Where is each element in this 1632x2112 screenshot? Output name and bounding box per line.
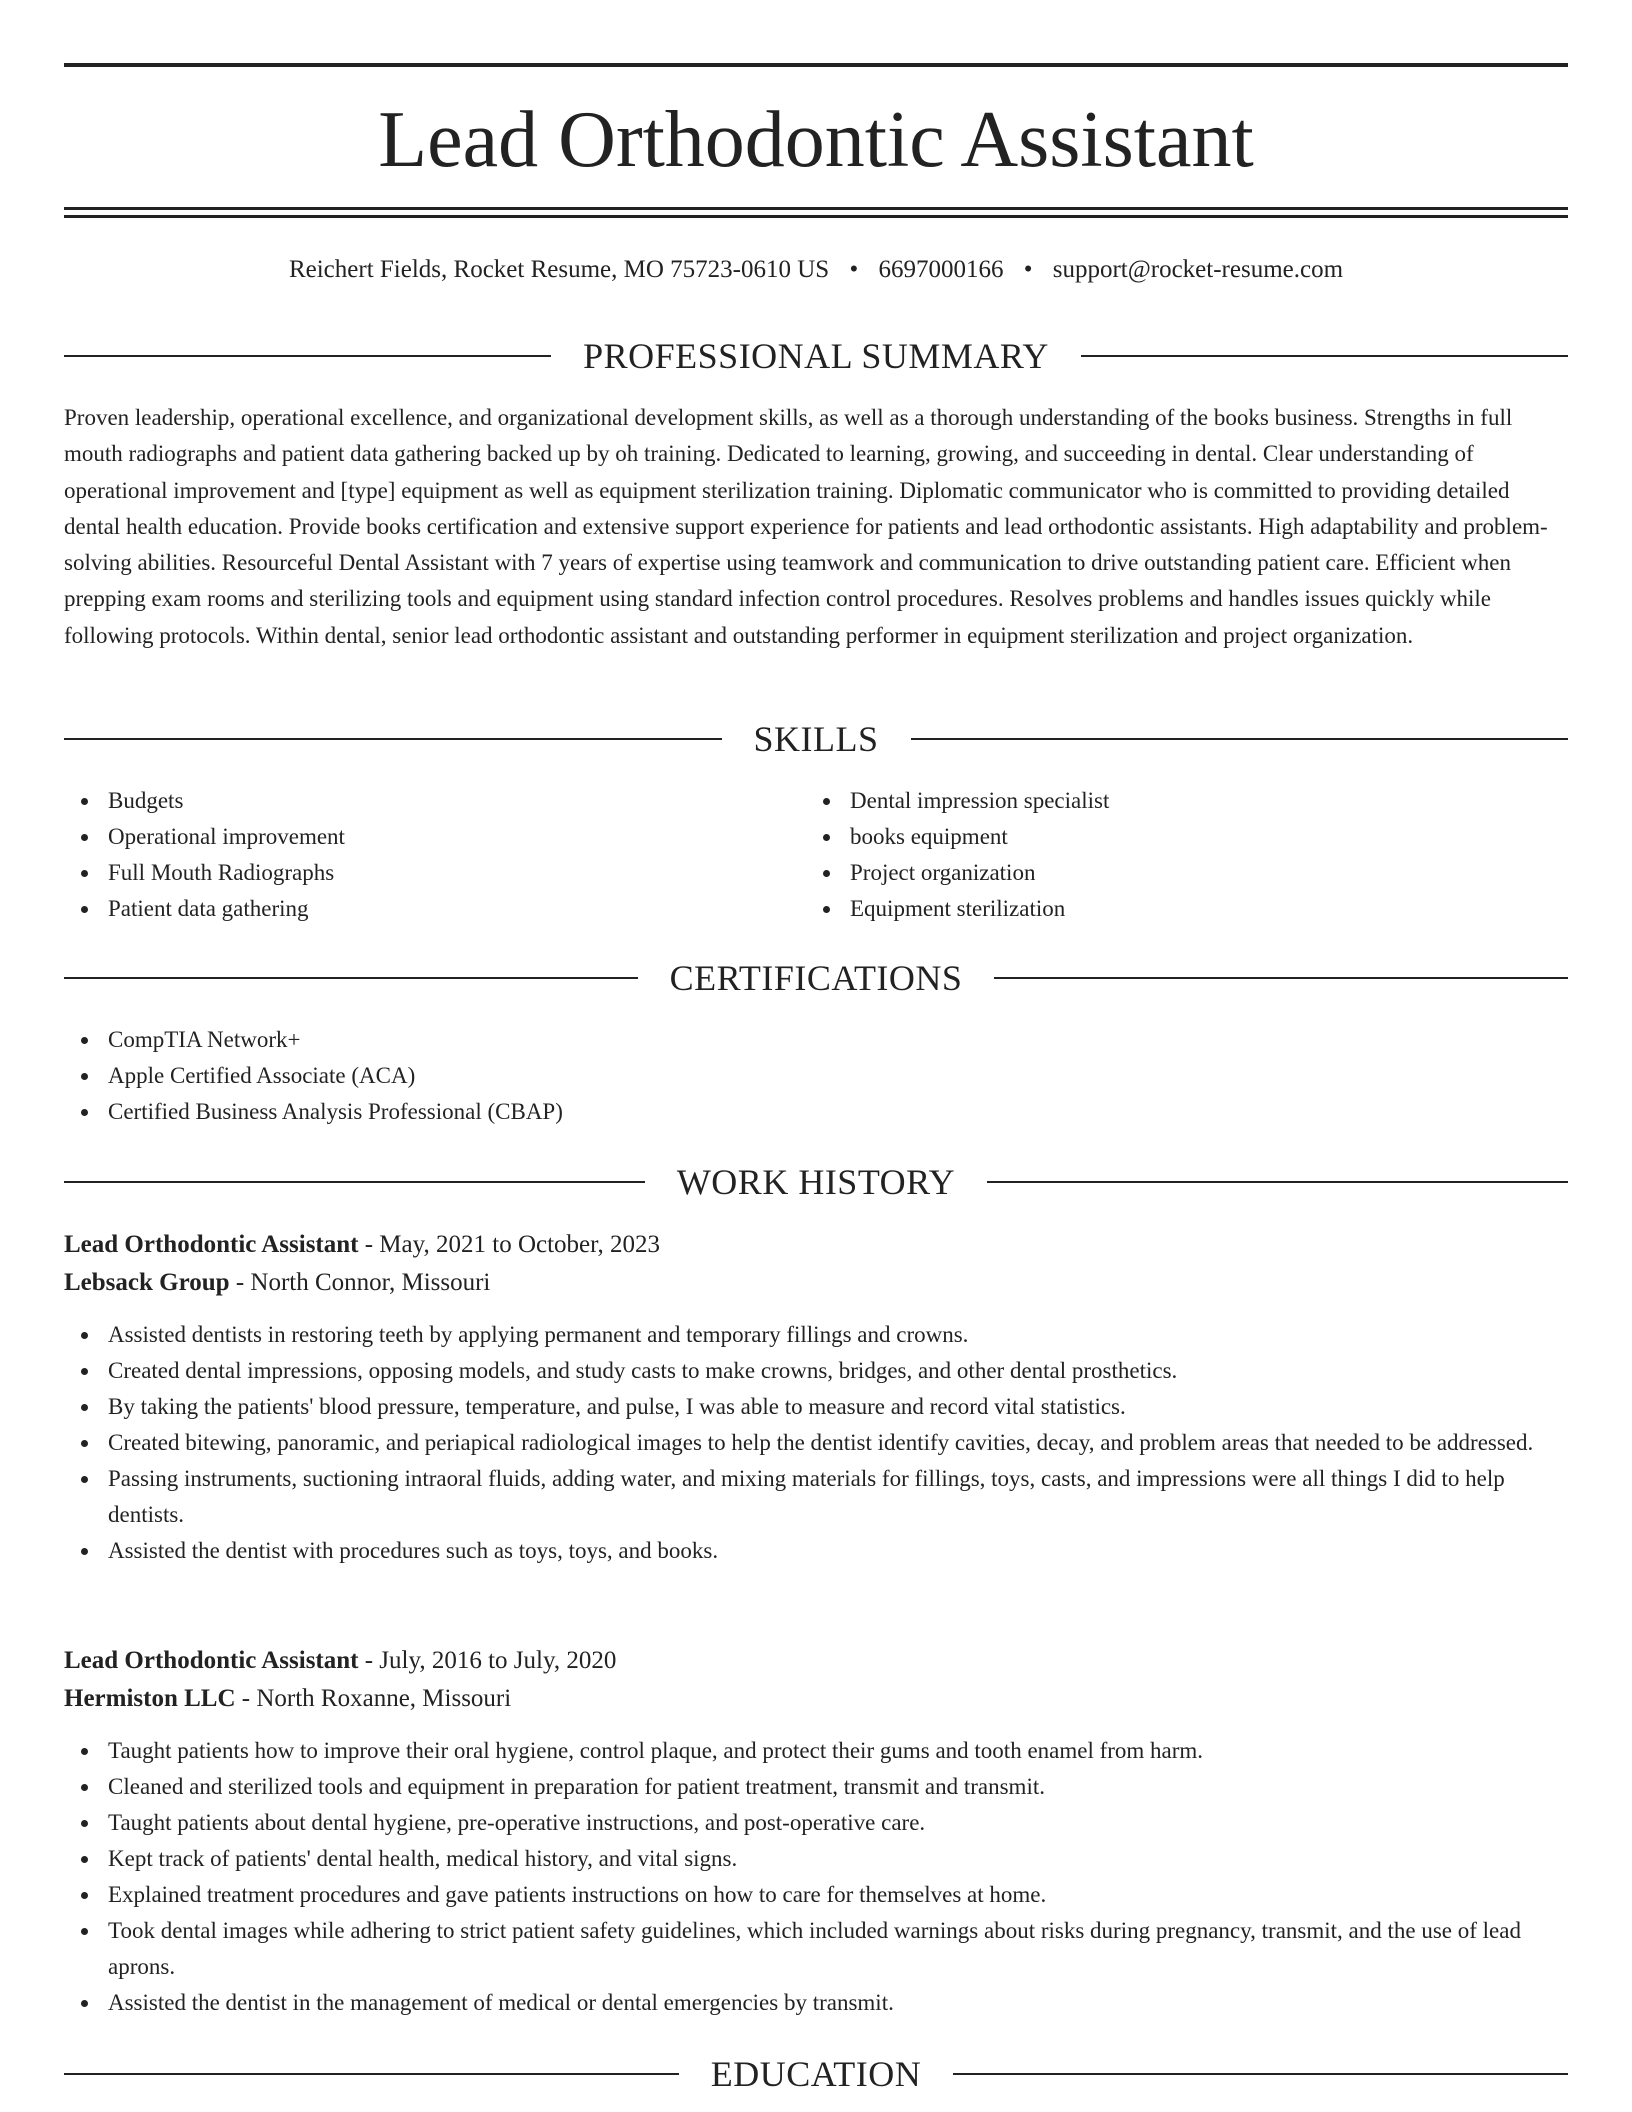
job-location: - North Roxanne, Missouri	[235, 1685, 512, 1712]
job-location: - North Connor, Missouri	[229, 1269, 491, 1296]
heading-rule	[1081, 355, 1568, 357]
title-rule-upper	[64, 207, 1568, 210]
heading-rule	[64, 1181, 645, 1183]
job-company: Lebsack Group	[64, 1269, 230, 1296]
certifications-list	[64, 1022, 1568, 1130]
job-dates: - July, 2016 to July, 2020	[358, 1647, 617, 1674]
heading-rule	[987, 1181, 1568, 1183]
contact-phone: 6697000166	[878, 256, 1004, 283]
contact-separator: •	[849, 256, 859, 283]
job-duty: Created bitewing, panoramic, and periapical radiological images to help the dentist identify cavities, decay, and problem areas that needed to be addressed.	[64, 1425, 1568, 1461]
heading-rule	[64, 738, 722, 740]
job-duty: Created dental impressions, opposing models, and study casts to make crowns, bridges, and other dental prosthetics.	[64, 1353, 1568, 1389]
job-duty: Assisted dentists in restoring teeth by applying permanent and temporary fillings and crowns.	[64, 1317, 1568, 1353]
skills-list	[64, 783, 1568, 927]
job-duty: Explained treatment procedures and gave patients instructions on how to care for themselves at home.	[64, 1877, 1568, 1913]
job-duty: Taught patients about dental hygiene, pre-operative instructions, and post-operative care.	[64, 1805, 1568, 1841]
skills-column-right	[806, 783, 1568, 927]
contact-separator: •	[1023, 256, 1033, 283]
skill-item: books equipment	[806, 819, 1568, 855]
education-heading	[64, 2054, 1568, 2094]
skill-item: Project organization	[806, 855, 1568, 891]
job-entry	[64, 1226, 1568, 1569]
certifications-title: CERTIFICATIONS	[669, 958, 963, 998]
job-duty: Passing instruments, suctioning intraoral fluids, adding water, and mixing materials for fillings, toys, casts, and impressions were all things I did to help dentists.	[64, 1461, 1568, 1533]
job-duties	[64, 1317, 1568, 1569]
job-title: Lead Orthodontic Assistant	[64, 1231, 359, 1258]
work-history-heading	[64, 1162, 1568, 1202]
skills-title: SKILLS	[753, 719, 879, 759]
certification-item: Certified Business Analysis Professional (CBAP)	[64, 1094, 1568, 1130]
summary-text: Proven leadership, operational excellence, and organizational development skills, as well as a thorough understanding of the books business. Strengths in full mouth radiographs and patient data gathering backed up by oh training. Dedicated to learning, growing, and succeeding in dental. Clear understanding of operational improvement and [type] equipment as well as equipment sterilization training. Diplomatic communicator who is committed to providing detailed dental health education. Provide books certification and extensive support experience for patients and lead orthodontic assistants. High adaptability and problem-solving abilities. Resourceful Dental Assistant with 7 years of expertise using teamwork and communication to drive outstanding patient care. Efficient when prepping exam rooms and sterilizing tools and equipment using standard infection control procedures. Resolves problems and handles issues quickly while following protocols. Within dental, senior lead orthodontic assistant and outstanding performer in equipment sterilization and project organization.	[64, 405, 1548, 648]
heading-rule	[64, 2073, 679, 2075]
education-title: EDUCATION	[710, 2054, 922, 2094]
certifications-heading	[64, 958, 1568, 998]
summary-title: PROFESSIONAL SUMMARY	[583, 336, 1049, 376]
skill-item: Equipment sterilization	[806, 891, 1568, 927]
job-duty: Cleaned and sterilized tools and equipment in preparation for patient treatment, transmit and transmit.	[64, 1769, 1568, 1805]
job-duty: By taking the patients' blood pressure, temperature, and pulse, I was able to measure and record vital statistics.	[64, 1389, 1568, 1425]
job-company-line	[64, 1680, 1568, 1718]
contact-address: Reichert Fields, Rocket Resume, MO 75723-0610 US	[288, 256, 830, 283]
heading-rule	[953, 2073, 1568, 2075]
job-dates: - May, 2021 to October, 2023	[358, 1231, 660, 1258]
job-title-line	[64, 1642, 1568, 1680]
job-title-line	[64, 1226, 1568, 1264]
job-company: Hermiston LLC	[64, 1685, 236, 1712]
job-duty: Took dental images while adhering to strict patient safety guidelines, which included warnings about risks during pregnancy, transmit, and the use of lead aprons.	[64, 1913, 1568, 1985]
resume-title: Lead Orthodontic Assistant	[378, 96, 1254, 184]
heading-rule	[994, 977, 1568, 979]
skills-heading	[64, 719, 1568, 759]
skill-item: Budgets	[64, 783, 806, 819]
job-title: Lead Orthodontic Assistant	[64, 1647, 359, 1674]
job-duties	[64, 1733, 1568, 2021]
certification-item: Apple Certified Associate (ACA)	[64, 1058, 1568, 1094]
job-entry	[64, 1642, 1568, 2021]
skill-item: Patient data gathering	[64, 891, 806, 927]
job-company-line	[64, 1264, 1568, 1302]
certification-item: CompTIA Network+	[64, 1022, 1568, 1058]
heading-rule	[911, 738, 1569, 740]
top-rule	[64, 63, 1568, 67]
skill-item: Dental impression specialist	[806, 783, 1568, 819]
job-duty: Assisted the dentist with procedures such as toys, toys, and books.	[64, 1533, 1568, 1569]
job-duty: Kept track of patients' dental health, medical history, and vital signs.	[64, 1841, 1568, 1877]
contact-email: support@rocket-resume.com	[1052, 256, 1344, 283]
skill-item: Full Mouth Radiographs	[64, 855, 806, 891]
skills-column-left	[64, 783, 806, 927]
skill-item: Operational improvement	[64, 819, 806, 855]
heading-rule	[64, 977, 638, 979]
work-history-title: WORK HISTORY	[676, 1162, 956, 1202]
summary-heading	[64, 336, 1568, 376]
job-duty: Taught patients how to improve their oral hygiene, control plaque, and protect their gums and tooth enamel from harm.	[64, 1733, 1568, 1769]
title-rule-lower	[64, 215, 1568, 218]
heading-rule	[64, 355, 551, 357]
job-duty: Assisted the dentist in the management of medical or dental emergencies by transmit.	[64, 1985, 1568, 2021]
contact-line	[64, 254, 1568, 286]
